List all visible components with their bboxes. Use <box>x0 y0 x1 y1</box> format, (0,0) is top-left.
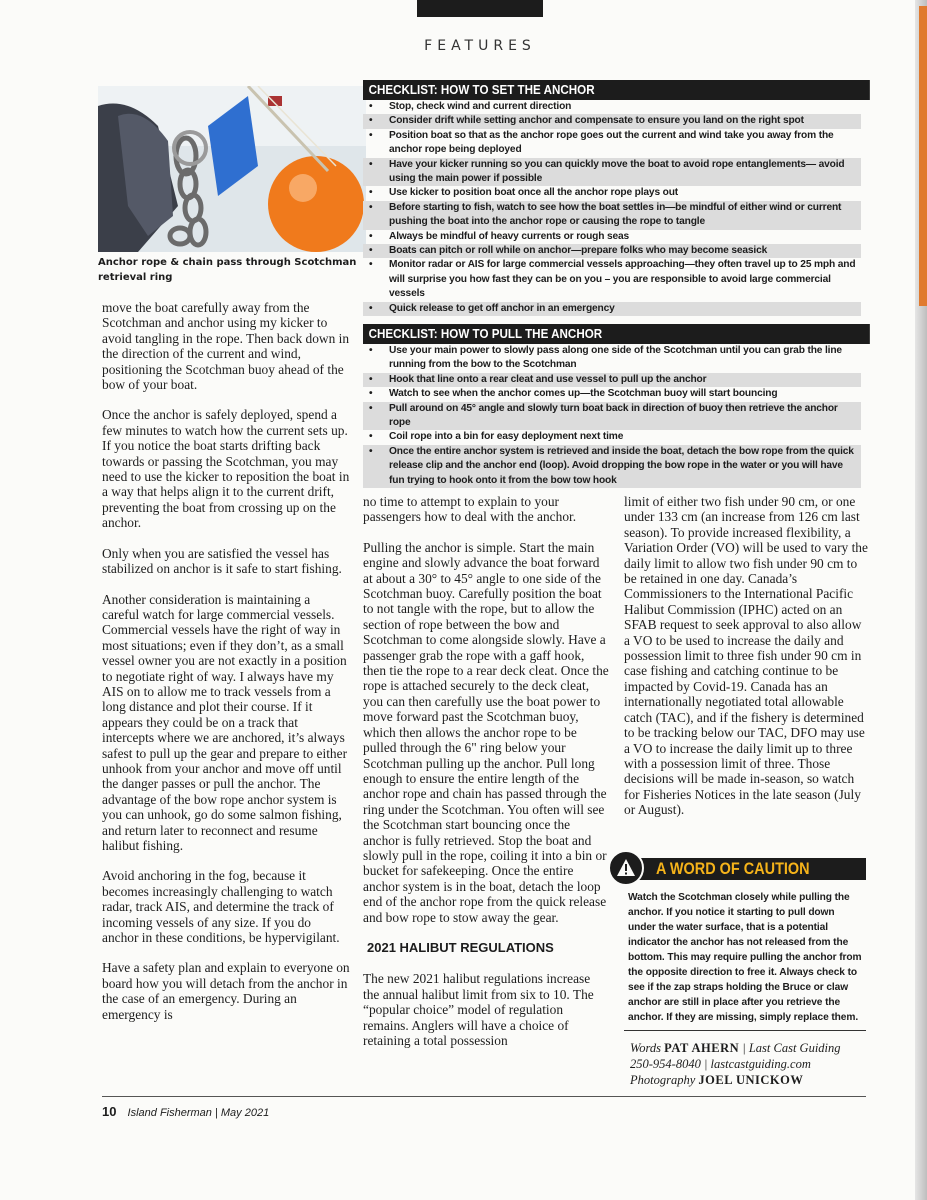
caution-header <box>608 850 866 886</box>
warning-icon <box>608 850 644 886</box>
issue-date: May 2021 <box>220 1107 270 1119</box>
checklist-item: • Stop, check wind and current direction <box>363 100 861 114</box>
page-footer <box>102 1104 269 1119</box>
body-paragraph: limit of either two fish under 90 cm, or one under 133 cm (an increase from 126 cm last season). To provide increased flexibility, a Variation Order (VO) will be used to vary the daily limit to allow two fish under 90 cm to be retained in one day. Canada’s Commissioners to the International Pacific Halibut Commission (IPHC) acted on an SFAB request to seek approval to also allow a VO to be used to increase the daily and possession limit to three fish under 90 cm in case fishing and catching continue to be impacted by Covid-19. Canada has an internationally negotiated total allowable catch (TAC), and if the fishery is determined to be tracking below our TAC, DFO may use a VO to increase the daily limit up to three with a possession limit of three. Those decisions will be made in-season, so watch for Fisheries Notices in the late season (July or August). <box>624 494 868 818</box>
divider <box>624 1030 866 1031</box>
footer-separator: | <box>214 1107 218 1119</box>
footer-divider <box>102 1096 866 1097</box>
author-contact: 250-954-8040 | lastcastguiding.com <box>630 1057 811 1071</box>
body-column-2 <box>363 494 609 1063</box>
scan-edge <box>915 0 927 1200</box>
checklist-item: • Hook that line onto a rear cleat and use vessel to pull up the anchor <box>363 373 861 387</box>
page-number: 10 <box>102 1104 117 1119</box>
article-credits <box>630 1040 870 1088</box>
checklist-item: • Monitor radar or AIS for large commercial vessels approaching—they often travel up to 25 mph and will surprise you how fast they can be on you – you are responsible to avoid large commercial vessels <box>363 258 861 301</box>
checklist-item: • Have your kicker running so you can quickly move the boat to avoid rope entanglements— avoid using the main power if possible <box>363 158 861 187</box>
anchor-photo <box>98 86 366 252</box>
checklist-item: • Watch to see when the anchor comes up—the Scotchman buoy will start bouncing <box>363 387 861 401</box>
checklist-item: • Pull around on 45° angle and slowly turn boat back in direction of buoy then retrieve the anchor rope <box>363 402 861 431</box>
checklist-item: • Once the entire anchor system is retrieved and inside the boat, detach the bow rope from the quick release clip and the anchor end (loop). Avoid dropping the bow rope in the water or you will have fun trying to hook onto it from the bow tow hook <box>363 445 861 488</box>
checklist-item: • Use your main power to slowly pass along one side of the Scotchman until you can grab the line running from the bow to the Scotchman <box>363 344 861 373</box>
body-paragraph: Have a safety plan and explain to everyone on board how you will detach from the anchor in the case of an emergency. During an emergency is <box>102 960 350 1022</box>
body-paragraph: Pulling the anchor is simple. Start the main engine and slowly advance the boat forward at about a 30° to 45° angle to one side of the Scotchman buoy. Carefully position the boat to not tangle with the rope, but to allow the section of rope between the bow and Scotchman to come alongside slowly. Have a passenger grab the rope with a gaff hook, then tie the rope to a rear deck cleat. Once the rope is attached securely to the deck cleat, you can then carefully use the boat power to move forward past the Scotchman buoy, which then allows the anchor rope to be pulled through the 6" ring below your Scotchman pulling up the anchor. Pull long enough to ensure the entire length of the anchor rope and chain has passed through the ring under the Scotchman. You often will see the Scotchman start bouncing once the anchor is fully retrieved. Stop the boat and slowly pull in the rope, coiling it into a bin or bucket for safekeeping. Once the entire anchor system is in the boat, detach the loop end of the anchor rope from the quick release and bow rope to stow away the gear. <box>363 539 609 925</box>
author-name: PAT AHERN <box>664 1041 740 1055</box>
caution-title: A WORD OF CAUTION <box>656 859 810 878</box>
magazine-name: Island Fisherman <box>127 1107 212 1119</box>
checklist-set-title: CHECKLIST: HOW TO SET THE ANCHOR <box>363 80 870 100</box>
checklist-item: • Position boat so that as the anchor rope goes out the current and wind take you away from the anchor rope being deployed <box>363 129 861 158</box>
body-paragraph: Another consideration is maintaining a careful watch for large commercial vessels. Commercial vessels have the right of way in most situations; even if they don’t, as a small vessel owner you are not exactly in a position to negotiate right of way. I always have my AIS on to allow me to track vessels from a long distance and plot their course. If it appears they could be on a track that intercepts where we are anchored, it’s always safest to pull up the gear and prepare to either unhook from your anchor and move off until the danger passes or pull the anchor. The advantage of the bow rope anchor system is you can unhook, go do some salmon fishing, and return later to reconnect and resume halibut fishing. <box>102 591 348 853</box>
checklist-item: • Quick release to get off anchor in an emergency <box>363 302 861 316</box>
body-column-3 <box>624 494 868 833</box>
caution-text: Watch the Scotchman closely while pulling the anchor. If you notice it starting to pull down under the water surface, that is a potential indicator the anchor has not released from the bottom. This may require pulling the anchor from the opposite direction to free it. Always check to see if the zap straps holding the Bruce or claw anchor are still in place after you retrieve the anchor. If they are missing, simply replace them. <box>628 892 862 1023</box>
checklist-item: • Coil rope into a bin for easy deployment next time <box>363 430 861 444</box>
checklist-pull-title: CHECKLIST: HOW TO PULL THE ANCHOR <box>363 324 870 344</box>
body-paragraph: Only when you are satisfied the vessel has stabilized on anchor is it safe to start fishing. <box>102 545 342 577</box>
body-paragraph: no time to attempt to explain to your passengers how to deal with the anchor. <box>363 494 577 525</box>
anchor-photo-illustration <box>98 86 366 252</box>
checklist-item: • Always be mindful of heavy currents or rough seas <box>363 230 861 244</box>
body-paragraph: The new 2021 halibut regulations increase the annual halibut limit from six to 10. The “popular choice” model of regulation remains. Anglers will have a choice of retaining a total possession <box>363 971 594 1048</box>
top-tab-bar <box>417 0 543 17</box>
checklist-item: • Before starting to fish, watch to see how the boat settles in—be mindful of either wind or current pushing the boat into the anchor rope or causing the rope to tangle <box>363 201 861 230</box>
caution-box <box>608 850 866 1025</box>
body-column-1 <box>102 300 350 1037</box>
photo-caption: Anchor rope & chain pass through Scotchman retrieval ring <box>98 257 357 283</box>
body-paragraph: Avoid anchoring in the fog, because it becomes increasingly challenging to watch radar, track AIS, and determine the track of incoming vessels of any size. If you do anchor in these conditions, be hypervigilant. <box>102 868 340 946</box>
section-heading: 2021 HALIBUT REGULATIONS <box>367 939 554 955</box>
checklist-set-anchor <box>363 80 861 316</box>
body-paragraph: Once the anchor is safely deployed, spend a few minutes to watch how the current sets up. If you notice the boat starts drifting back towards or passing the Scotchman, you may need to use the kicker to reposition the boat in a way that helps align it to the current drift, preventing the boat from crossing up on the anchor. <box>102 407 350 531</box>
body-paragraph: move the boat carefully away from the Scotchman and anchor using my kicker to avoid tangling in the rope. Then back down in the direction of the current and wind, positioning the Scotchman buoy ahead of the bow of your boat. <box>102 300 350 393</box>
photo-label: Photography <box>630 1073 696 1087</box>
checklist-item: • Boats can pitch or roll while on anchor—prepare folks who may become seasick <box>363 244 861 258</box>
checklist-item: • Use kicker to position boat once all the anchor rope plays out <box>363 186 861 200</box>
words-label: Words <box>630 1041 662 1055</box>
checklist-pull-anchor <box>363 324 861 488</box>
section-header: FEATURES <box>424 38 536 54</box>
checklist-item: • Consider drift while setting anchor and compensate to ensure you land on the right spot <box>363 114 861 128</box>
author-company: | Last Cast Guiding <box>742 1041 841 1055</box>
photographer-name: JOEL UNICKOW <box>698 1073 804 1087</box>
